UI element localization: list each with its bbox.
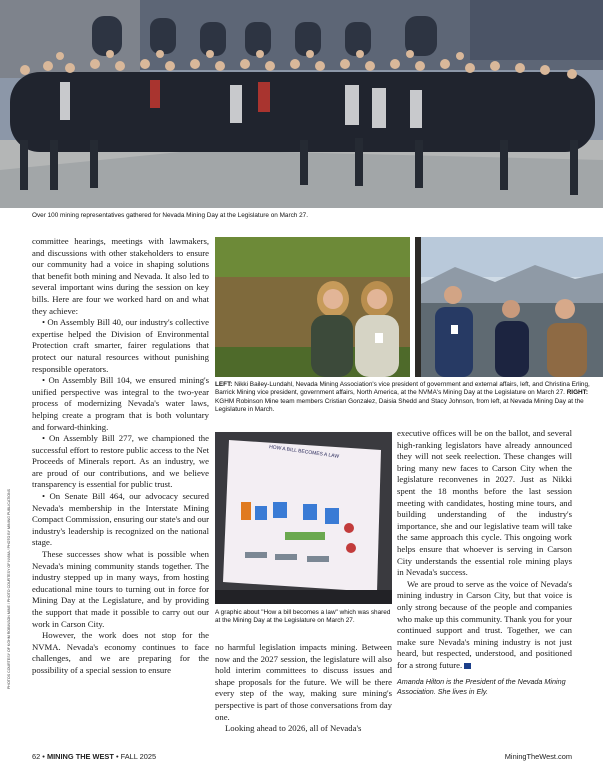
paragraph: Looking ahead to 2026, all of Nevada's [225, 723, 362, 734]
robinson-team-illustration [415, 237, 603, 377]
photo-credit: PHOTOS COURTESY OF KGHM ROBINSON MINE / PHOTO COURTESY OF NVMA / PHOTO BY MINING PUBLICATIONS [7, 488, 11, 689]
nvma-leaders-photo [215, 237, 410, 377]
paragraph [397, 579, 572, 672]
article-column-1 [32, 236, 209, 677]
paragraph: committee hearings, meetings with lawmakers, and discussions with other stakeholders to ensure our community had a voice in shaping solutions that benefit both mining and Nevada. It also led to several important wins during the session on key bills. Here are four we worked hard on and what they achieve: [32, 236, 209, 316]
footer-left [32, 752, 156, 761]
paragraph: no harmful legislation impacts mining. Between now and the 2027 session, the legislature will also hold interim committees to discuss issues and shape proposals for the future. We will be there every step of the way, making sure mining's perspective is part of those conversations from day one. [215, 642, 392, 722]
paragraph: • On Assembly Bill 40, our industry's collective expertise helped the Division of Environmental Protection craft smarter, fairer regulations that protect our natural resources without punishing responsible operators. [32, 317, 209, 374]
closing-paragraph-text: We are proud to serve as the voice of Nevada's mining industry in Carson City, but that voice is only strong because of the people and companies who make up this community. Thank you for your continued support and trust. Together, we can make sure Nevada's mining industry is not just heard, but respected, understood, and positioned for a strong future. [397, 578, 572, 670]
paragraph: These successes show what is possible when Nevada's mining community stands together. The industry stepped up in many ways, from hosting educational mine tours to turning out in force for Mining Day at the Legislature, and by providing the support that made it possible to carry out our work in Carson City. [32, 549, 209, 629]
caption-right-text: KGHM Robinson Mine team members Cristian Gonzalez, Daisia Shedd and Stacy Johnson, from left, at Nevada Mining Day at the Legislature in March. [215, 397, 584, 414]
end-mark-icon [464, 663, 471, 669]
caption-right-label: RIGHT: [566, 389, 588, 397]
caption-left-label: LEFT: [215, 381, 233, 388]
graphic-caption: A graphic about "How a bill becomes a law" which was shared at the Mining Day at the Legislature on March 27. [215, 609, 391, 625]
article-column-2 [215, 642, 392, 735]
team-photos-caption [215, 381, 600, 415]
paragraph: • On Assembly Bill 277, we championed the successful effort to restore public access to the Net Proceeds of Minerals report. As an industry, we are proud of our contributions, and we believe transparency is essential for public trust. [32, 433, 209, 490]
group-photo-caption: Over 100 mining representatives gathered for Nevada Mining Day at the Legislature on March 27. [32, 212, 309, 219]
article-column-3 [397, 428, 572, 697]
separator-icon: • [42, 752, 47, 761]
author-bio: Amanda Hilton is the President of the Nevada Mining Association. She lives in Ely. [397, 677, 566, 697]
paragraph: • On Assembly Bill 104, we ensured mining's unified perspective was integral to the two-year process of modernizing Nevada's water laws, helping create a program that is both voluntary and forward-thinking. [32, 375, 209, 432]
group-photo-illustration [0, 0, 603, 208]
graphic-screen-title: HOW A BILL BECOMES A LAW [268, 444, 340, 460]
page-number: 62 [32, 752, 41, 761]
separator-icon: • [115, 752, 121, 761]
paragraph: • On Senate Bill 464, our advocacy secured Nevada's membership in the Interstate Mining Compact Commission, ensuring our state's and our industry's leadership is recognized on the national stage. [32, 491, 209, 548]
nvma-leaders-illustration [215, 237, 410, 377]
publication-name: MINING THE WEST [46, 752, 114, 761]
caption-left-text: Nikki Bailey-Lundahl, Nevada Mining Association's vice president of government and external affairs, left, and Christina Erling, Barrick Mining vice president, government affairs, North America, at the NVMA's Mining Day at the Legislature on March 27. [215, 381, 590, 397]
group-photo [0, 0, 603, 208]
website-link[interactable]: MiningTheWest.com [504, 752, 572, 761]
bill-graphic-illustration [215, 432, 392, 604]
robinson-team-photo [415, 237, 603, 377]
issue-label: FALL 2025 [120, 752, 157, 761]
bill-graphic-photo [215, 432, 392, 604]
paragraph: executive offices will be on the ballot, and several high-ranking legislators have already announced they will not seek reelection. These changes will bring many new faces to Carson City when the legislature reconvenes in 2027. Just as Nikki spent the 18 months before the last session meeting with candidates, hosting mine tours, and building understanding of the industry's importance, she and our legislative team will take the same approach this cycle. This ongoing work helps ensure that whoever is serving in Carson City understands the essential role mining plays in Nevada's success. [397, 428, 572, 578]
paragraph: However, the work does not stop for the NVMA. Nevada's economy continues to face challenges, and we are preparing for the possibility of a special session to ensure [32, 630, 209, 675]
